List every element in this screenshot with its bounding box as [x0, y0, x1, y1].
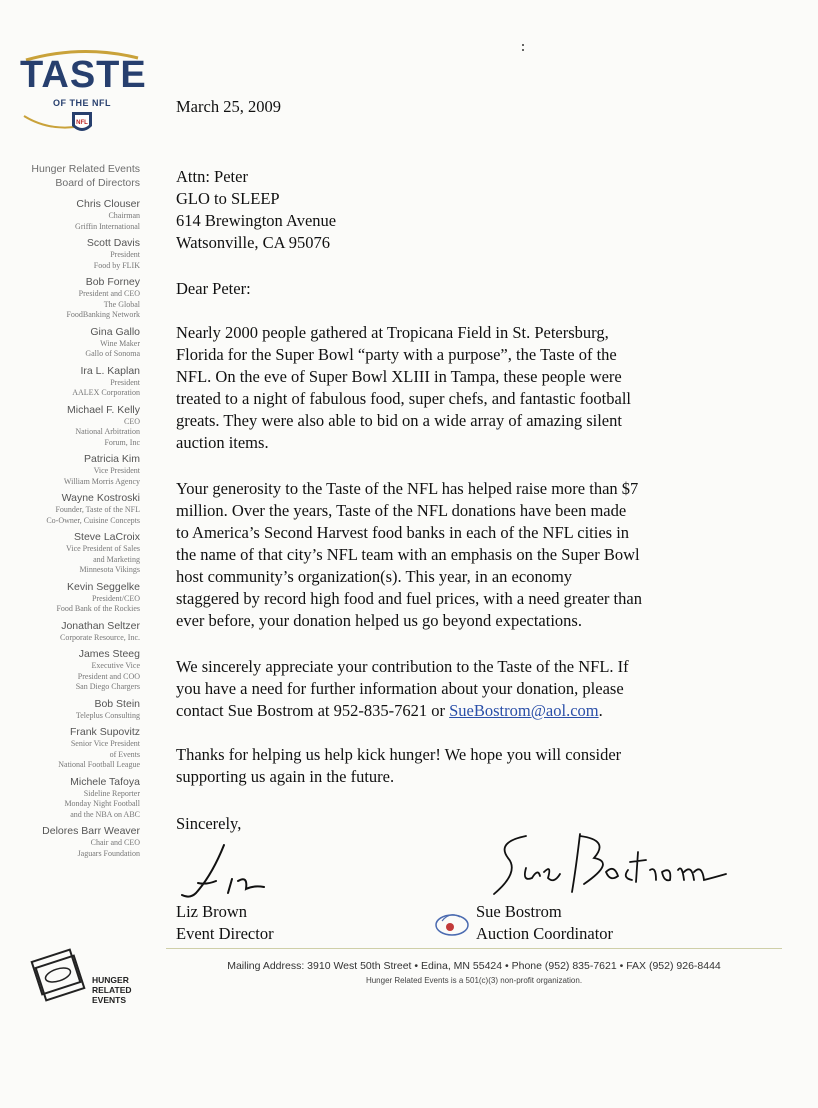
text-line: to America’s Second Harvest food banks in each of the NFL cities in — [176, 523, 630, 542]
text-line: Thanks for helping us help kick hunger! We hope you will consider — [176, 745, 622, 764]
hre-line3: EVENTS — [92, 995, 127, 1005]
closing: Sincerely, — [176, 814, 242, 833]
director-entry — [10, 581, 140, 615]
director-title: Co-Owner, Cuisine Concepts — [46, 515, 140, 525]
scan-specks — [520, 42, 530, 52]
director-title: William Morris Agency — [63, 476, 140, 486]
footer-divider — [166, 948, 782, 949]
director-name: Frank Supovitz — [69, 726, 140, 738]
sidebar-heading-line2: Board of Directors — [55, 177, 140, 189]
director-name: Patricia Kim — [83, 453, 140, 465]
hre-logo-text — [92, 975, 132, 1005]
svg-text:NFL: NFL — [76, 120, 88, 126]
text-line: We sincerely appreciate your contribution to the Taste of the NFL. If — [176, 657, 629, 676]
director-name: Bob Forney — [85, 276, 140, 288]
director-name: Bob Stein — [94, 697, 140, 710]
director-title: Wine Maker — [100, 338, 140, 348]
director-entry — [10, 453, 140, 487]
director-title: President and COO — [77, 671, 140, 681]
director-title: Griffin International — [75, 221, 140, 231]
text-line: Florida for the Super Bowl “party with a purpose”, the Taste of the — [176, 345, 617, 364]
signer-title: Event Director — [176, 924, 274, 943]
signer-right — [476, 901, 613, 945]
director-title: San Diego Chargers — [75, 682, 140, 691]
footer-address: Mailing Address: 3910 West 50th Street • Edina, MN 55424 • Phone (952) 835-7621 • FAX (952) 926-8444 — [227, 960, 721, 972]
paragraph-thanks — [176, 744, 746, 788]
director-title: of Events — [109, 749, 140, 759]
director-title: Forum, Inc — [104, 437, 140, 447]
signer-left — [176, 901, 274, 945]
director-title: Food by FLIK — [93, 260, 140, 270]
signer-name: Sue Bostrom — [476, 902, 562, 921]
director-title: Minnesota Vikings — [79, 565, 140, 574]
director-entry — [10, 776, 140, 821]
signer-name: Liz Brown — [176, 902, 248, 921]
text-line: treated to a night of fabulous food, super chefs, and fantastic football — [176, 389, 631, 408]
director-title: AALEX Corporation — [72, 388, 140, 397]
director-entry — [10, 726, 140, 771]
director-name: Gina Gallo — [90, 325, 140, 338]
director-name: Michael F. Kelly — [67, 403, 140, 416]
email-link[interactable]: SueBostrom@aol.com — [449, 701, 599, 720]
address-line: GLO to SLEEP — [176, 189, 280, 208]
director-entry — [10, 198, 140, 232]
director-title: Monday Night Football — [64, 799, 140, 808]
director-entry — [10, 620, 140, 644]
director-name: Scott Davis — [86, 237, 140, 249]
stamp-graphic — [430, 903, 480, 943]
director-entry — [10, 237, 140, 271]
director-title: National Football League — [58, 760, 140, 769]
director-entry — [10, 365, 140, 399]
text-line: million. Over the years, Taste of the NFL donations have been made — [176, 501, 627, 520]
director-title: Gallo of Sonoma — [85, 349, 140, 358]
director-title: Chair and CEO — [90, 838, 140, 847]
director-title: Vice President — [93, 466, 140, 475]
text-line — [176, 700, 746, 722]
logo-of-the-nfl: OF THE NFL — [53, 98, 111, 108]
director-title: Sideline Reporter — [83, 788, 140, 798]
signer-title: Auction Coordinator — [476, 924, 614, 943]
sidebar-heading — [10, 162, 140, 190]
director-title: Food Bank of the Rockies — [56, 604, 140, 613]
paragraph-donation-impact — [176, 478, 746, 632]
director-title: Vice President of Sales — [66, 544, 140, 553]
hre-plate-icon — [30, 945, 90, 1005]
text-line: NFL. On the eve of Super Bowl XLIII in Tampa, these people were — [176, 367, 622, 386]
director-title: and the NBA on ABC — [70, 809, 140, 819]
director-name: Wayne Kostroski — [61, 492, 140, 504]
hunger-related-events-logo — [30, 945, 150, 1010]
sidebar-heading-line1: Hunger Related Events — [31, 163, 140, 175]
director-title: FoodBanking Network — [66, 310, 140, 319]
director-title: National Arbitration — [75, 427, 140, 436]
recipient-address — [176, 166, 336, 254]
director-entry — [10, 404, 140, 449]
director-title: President — [110, 250, 140, 259]
director-name: Jonathan Seltzer — [61, 619, 140, 632]
text-line: supporting us again in the future. — [176, 767, 395, 786]
text-line: staggered by record high food and fuel prices, with a need greater than — [176, 589, 642, 608]
hre-line2: RELATED — [92, 985, 132, 995]
director-list — [10, 198, 140, 859]
paragraph-contact — [176, 656, 746, 722]
director-name: Kevin Seggelke — [67, 580, 140, 593]
director-entry — [10, 326, 140, 360]
director-title: Founder, Taste of the NFL — [55, 505, 140, 514]
hre-line1: HUNGER — [92, 975, 129, 985]
director-title: The Global — [103, 299, 140, 309]
director-title: President — [110, 377, 140, 387]
salutation: Dear Peter: — [176, 279, 251, 298]
nfl-shield-icon — [72, 112, 92, 131]
text-line: Nearly 2000 people gathered at Tropicana Field in St. Petersburg, — [176, 323, 609, 342]
board-of-directors-sidebar — [10, 162, 140, 864]
footer-nonprofit-note: Hunger Related Events is a 501(c)(3) non-profit organization. — [365, 976, 583, 985]
director-entry — [10, 825, 140, 859]
text-line: you have a need for further information about your donation, please — [176, 679, 624, 698]
director-name: Chris Clouser — [76, 198, 140, 210]
director-entry — [10, 492, 140, 526]
director-name: Michele Tafoya — [70, 775, 140, 788]
director-title: Jaguars Foundation — [77, 848, 140, 858]
logo-taste-word: TASTE — [20, 54, 147, 96]
director-title: Executive Vice — [91, 661, 140, 670]
address-line: 614 Brewington Avenue — [176, 211, 337, 230]
text-line: Your generosity to the Taste of the NFL has helped raise more than $7 — [176, 479, 639, 498]
director-entry — [10, 648, 140, 693]
director-name: Steve LaCroix — [74, 531, 140, 543]
director-title: Senior Vice President — [70, 739, 140, 748]
text-line: greats. They were also able to bid on a wide array of amazing silent — [176, 411, 622, 430]
director-entry — [10, 531, 140, 576]
director-title: CEO — [124, 416, 140, 426]
liz-brown-signature — [176, 835, 276, 905]
director-title: Corporate Resource, Inc. — [60, 632, 140, 642]
address-line: Attn: Peter — [176, 167, 248, 186]
director-title: Chairman — [108, 211, 140, 220]
director-title: and Marketing — [93, 554, 140, 564]
director-name: Ira L. Kaplan — [80, 364, 140, 377]
letter-date: March 25, 2009 — [176, 97, 281, 116]
text-line: ever before, your donation helped us go beyond expectations. — [176, 611, 582, 630]
director-entry — [10, 698, 140, 722]
director-entry — [10, 276, 140, 321]
text-line: the name of that city’s NFL team with an emphasis on the Super Bowl — [176, 545, 640, 564]
paragraph-event-summary — [176, 322, 746, 454]
contact-suffix: . — [598, 701, 603, 720]
director-title: President/CEO — [92, 593, 140, 603]
director-name: James Steeg — [78, 648, 140, 660]
taste-of-the-nfl-logo — [20, 46, 147, 142]
director-title: President and CEO — [78, 289, 140, 298]
contact-prefix: contact Sue Bostrom at 952-835-7621 or — [176, 701, 450, 720]
sue-bostrom-signature — [486, 828, 736, 900]
director-name: Delores Barr Weaver — [42, 825, 140, 837]
director-title: Teleplus Consulting — [75, 710, 140, 720]
address-line: Watsonville, CA 95076 — [176, 233, 331, 252]
text-line: host community’s organization(s). This year, in an economy — [176, 567, 573, 586]
text-line: auction items. — [176, 433, 269, 452]
